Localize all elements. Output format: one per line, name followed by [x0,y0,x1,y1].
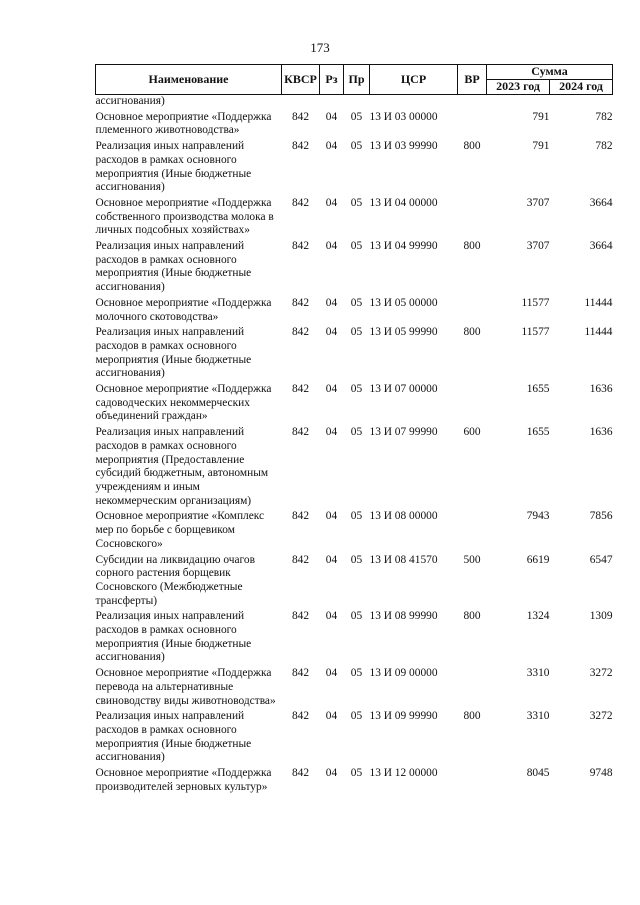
header-year-2024: 2024 год [550,80,613,95]
row-rz: 04 [325,383,338,396]
row-sum-2023: 791 [532,140,550,153]
row-pr: 05 [350,196,363,209]
row-rz: 04 [325,140,338,153]
row-csr: 13 И 08 99990 [369,610,438,623]
row-sum-2023: 8045 [526,767,550,780]
row-sum-2023: 6619 [526,553,550,566]
table-row [96,295,613,324]
row-pr: 05 [350,383,363,396]
row-rz: 04 [325,296,338,309]
row-kvsr: 842 [291,553,310,566]
header-name: Наименование [96,65,282,95]
table-row [96,708,613,765]
row-vr [458,665,487,708]
page-number: 173 [310,40,330,55]
row-sum-2024: 3272 [589,710,613,723]
row-csr: 13 И 09 00000 [369,667,438,680]
row-sum-2023: 791 [532,110,550,123]
row-rz: 04 [325,426,338,439]
row-rz: 04 [325,510,338,523]
row-csr: 13 И 12 00000 [369,767,438,780]
row-pr: 05 [350,553,363,566]
row-sum-2023: 1324 [526,610,550,623]
row-vr: 800 [463,140,481,153]
header-rz: Рз [320,65,344,95]
table-row [96,424,613,508]
row-sum-2024: 782 [595,110,613,123]
row-vr: 600 [463,426,481,439]
table-row [96,765,613,794]
row-pr: 05 [350,240,363,253]
row-vr: 800 [463,710,481,723]
row-name: Основное мероприятие «Поддержка садоводческих некоммерческих объединений граждан» [95,383,272,423]
row-sum-2024: 1309 [589,610,613,623]
row-name: Реализация иных направлений расходов в рамках основного мероприятия (Иные бюджетные ассигнования) [95,326,252,380]
row-rz: 04 [325,767,338,780]
row-sum-2024: 11444 [584,326,613,339]
row-name: Субсидии на ликвидацию очагов сорного растения борщевик Сосновского (Межбюджетные трансферты) [95,553,255,607]
row-csr: 13 И 05 00000 [369,296,438,309]
row-vr [458,508,487,551]
table-row [96,552,613,609]
row-sum-2023: 3310 [526,710,550,723]
row-kvsr: 842 [291,610,310,623]
table-row [96,138,613,195]
row-vr [458,381,487,424]
row-pr: 05 [350,610,363,623]
row-sum-2024: 6547 [589,553,613,566]
row-sum-2023: 1655 [526,426,550,439]
row-sum-2023: 3707 [526,196,550,209]
row-vr: 800 [463,240,481,253]
row-kvsr: 842 [291,667,310,680]
row-kvsr: 842 [291,140,310,153]
row-name: Реализация иных направлений расходов в рамках основного мероприятия (Иные бюджетные ассигнования) [95,140,252,194]
row-sum-2024: 1636 [589,383,613,396]
row-pr: 05 [350,667,363,680]
table-row [96,608,613,665]
row-pr: 05 [350,510,363,523]
row-name: Основное мероприятие «Поддержка собственного производства молока в личных подсобных хозяйствах» [95,196,274,237]
row-name: Основное мероприятие «Поддержка перевода на альтернативные свиноводству виды животноводства» [95,667,276,707]
row-kvsr: 842 [291,296,310,309]
budget-table [95,64,613,794]
table-row [96,381,613,424]
row-name: Основное мероприятие «Поддержка молочного скотоводства» [95,296,272,323]
row-sum-2024: 3664 [589,240,613,253]
row-vr [458,109,487,138]
header-kvsr: КВСР [282,65,320,95]
row-rz: 04 [325,553,338,566]
table-row [96,238,613,295]
row-sum-2024: 11444 [584,296,613,309]
row-kvsr: 842 [291,110,310,123]
header-year-2023: 2023 год [487,80,550,95]
row-csr: 13 И 03 00000 [369,110,438,123]
row-pr: 05 [350,110,363,123]
row-sum-2024: 3664 [589,196,613,209]
row-csr: 13 И 08 41570 [369,553,438,566]
row-kvsr: 842 [291,767,310,780]
row-csr: 13 И 07 00000 [369,383,438,396]
row-rz: 04 [325,326,338,339]
row-pr: 05 [350,426,363,439]
row-name: Реализация иных направлений расходов в рамках основного мероприятия (Иные бюджетные ассигнования) [95,240,252,294]
row-rz: 04 [325,110,338,123]
row-sum-2024: 3272 [589,667,613,680]
row-rz: 04 [325,710,338,723]
row-csr: 13 И 08 00000 [369,510,438,523]
row-pr: 05 [350,710,363,723]
table-row [96,665,613,708]
row-kvsr: 842 [291,426,310,439]
row-rz: 04 [325,610,338,623]
table-row [96,195,613,238]
row-name: Основное мероприятие «Поддержка племенного животноводства» [95,110,272,137]
row-csr: 13 И 04 00000 [369,196,438,209]
row-sum-2023: 1655 [526,383,550,396]
row-sum-2023: 3707 [526,240,550,253]
table-row [96,109,613,138]
row-sum-2023: 3310 [526,667,550,680]
row-rz: 04 [325,667,338,680]
row-kvsr: 842 [291,383,310,396]
row-vr: 800 [463,610,481,623]
row-name: Реализация иных направлений расходов в рамках основного мероприятия (Иные бюджетные ассигнования) [95,710,252,764]
row-sum-2024: 7856 [589,510,613,523]
header-pr: Пр [344,65,370,95]
row-sum-2024: 1636 [589,426,613,439]
row-vr: 800 [463,326,481,339]
row-name: Реализация иных направлений расходов в рамках основного мероприятия (Иные бюджетные ассигнования) [95,610,252,664]
row-csr: 13 И 09 99990 [369,710,438,723]
row-kvsr: 842 [291,710,310,723]
row-vr: 500 [463,553,481,566]
row-name: Основное мероприятие «Поддержка производителей зерновых культур» [95,767,272,793]
carryover-row [96,95,613,109]
row-name: Реализация иных направлений расходов в рамках основного мероприятия (Предоставление субсидий бюджетным, автономным учреждениям и иным некоммерческим организациям) [95,426,269,507]
row-sum-2023: 11577 [521,326,550,339]
row-kvsr: 842 [291,326,310,339]
row-name: Основное мероприятие «Комплекс мер по борьбе с борщевиком Сосновского» [95,510,265,550]
table-row [96,508,613,551]
row-kvsr: 842 [291,510,310,523]
header-vr: ВР [458,65,487,95]
row-csr: 13 И 05 99990 [369,326,438,339]
carryover-text: ассигнования) [95,95,165,107]
row-pr: 05 [350,296,363,309]
row-pr: 05 [350,767,363,780]
header-csr: ЦСР [370,65,458,95]
row-csr: 13 И 04 99990 [369,240,438,253]
row-pr: 05 [350,326,363,339]
row-rz: 04 [325,196,338,209]
row-csr: 13 И 03 99990 [369,140,438,153]
row-vr [458,195,487,238]
header-sum: Сумма [487,65,613,80]
table-row [96,324,613,381]
row-rz: 04 [325,240,338,253]
row-kvsr: 842 [291,196,310,209]
row-sum-2023: 11577 [521,296,550,309]
row-sum-2023: 7943 [526,510,550,523]
row-vr [458,765,487,794]
row-sum-2024: 782 [595,140,613,153]
row-pr: 05 [350,140,363,153]
row-vr [458,295,487,324]
row-sum-2024: 9748 [589,767,613,780]
row-kvsr: 842 [291,240,310,253]
row-csr: 13 И 07 99990 [369,426,438,439]
